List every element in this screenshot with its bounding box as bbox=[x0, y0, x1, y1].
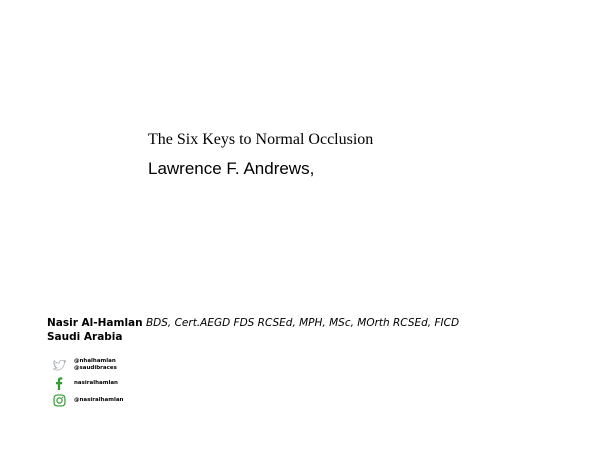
facebook-icon bbox=[52, 376, 66, 390]
instagram-handle[interactable]: @nasiralhamlan bbox=[74, 396, 124, 403]
instagram-icon bbox=[52, 393, 66, 407]
instagram-row[interactable] bbox=[52, 393, 123, 407]
presenter-name: Nasir Al-Hamlan bbox=[47, 317, 143, 329]
twitter-row[interactable] bbox=[52, 358, 117, 372]
slide-title: The Six Keys to Normal Occlusion bbox=[148, 131, 374, 148]
presenter-credentials: BDS, Cert.AEGD FDS RCSEd, MPH, MSc, MOrth RCSEd, FICD bbox=[145, 317, 460, 329]
twitter-bird-icon bbox=[52, 358, 66, 372]
presenter-country: Saudi Arabia bbox=[47, 331, 123, 343]
facebook-row[interactable] bbox=[52, 376, 118, 390]
presenter-block bbox=[47, 316, 459, 344]
facebook-handle[interactable]: nasiralhamlan bbox=[74, 379, 118, 386]
twitter-handle-secondary[interactable]: @saudibraces bbox=[74, 365, 117, 371]
slide-author: Lawrence F. Andrews, bbox=[148, 159, 315, 178]
twitter-handle-primary[interactable]: @nhalhamlan bbox=[74, 358, 116, 364]
